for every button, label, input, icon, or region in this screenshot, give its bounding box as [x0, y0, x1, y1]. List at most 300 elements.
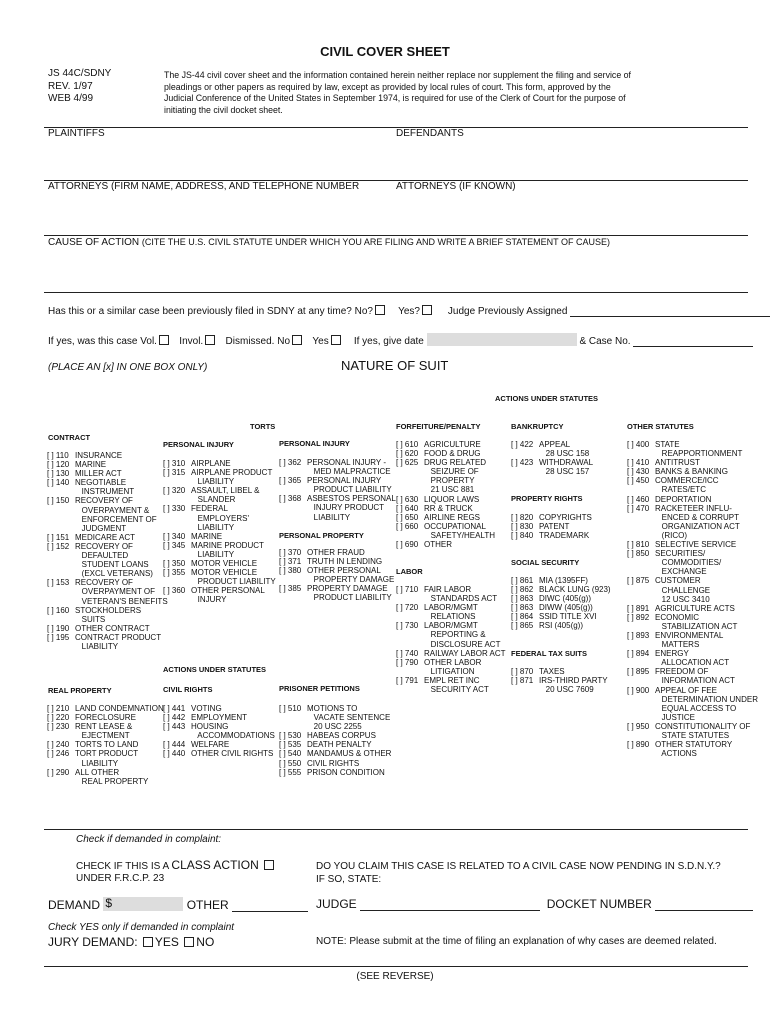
suit-label: OTHER STATUTORY ACTIONS: [655, 740, 733, 759]
personal-property-head: PERSONAL PROPERTY: [279, 531, 364, 540]
suit-label: TORTS TO LAND: [75, 740, 139, 750]
suit-option[interactable]: [279, 584, 394, 602]
suit-option[interactable]: [396, 649, 506, 658]
suit-option[interactable]: [279, 759, 391, 768]
real-property-list: [47, 704, 164, 786]
suit-code: [ ] 625: [396, 458, 419, 468]
real-property-head: REAL PROPERTY: [48, 686, 112, 695]
suit-code: [ ] 893: [627, 630, 650, 640]
suit-option[interactable]: [279, 768, 391, 777]
see-reverse: (SEE REVERSE): [356, 971, 434, 982]
suit-code: [ ] 790: [396, 657, 419, 667]
suit-code: [ ] 320: [163, 486, 186, 496]
suit-label: OTHER CONTRACT: [75, 623, 150, 633]
other-statutes-list: [627, 440, 758, 758]
suit-option[interactable]: [511, 612, 611, 621]
suit-code: [ ] 190: [47, 623, 70, 633]
suit-code: [ ] 400: [627, 440, 650, 449]
suit-option[interactable]: [396, 513, 495, 522]
suit-code: [ ] 892: [627, 612, 650, 622]
nature-of-suit-title: NATURE OF SUIT: [341, 358, 449, 373]
suit-label: TAXES: [539, 667, 565, 676]
date-field[interactable]: [427, 333, 577, 346]
suit-option[interactable]: [396, 440, 495, 449]
suit-label: TORT PRODUCT LIABILITY: [75, 749, 139, 768]
suit-option[interactable]: [47, 533, 168, 542]
suit-code: [ ] 862: [511, 585, 534, 595]
suit-label: AGRICULTURE: [424, 440, 481, 449]
place-x-instruction: (PLACE AN [x] IN ONE BOX ONLY): [48, 362, 208, 373]
suit-code: [ ] 371: [279, 557, 302, 567]
suit-label: DIWW (405(g)): [539, 603, 593, 613]
suit-option[interactable]: [396, 585, 506, 603]
suit-label: DEATH PENALTY: [307, 740, 372, 750]
suit-label: BANKS & BANKING: [655, 467, 728, 477]
suit-label: MOTOR VEHICLE: [191, 559, 258, 569]
suit-code: [ ] 810: [627, 540, 650, 550]
suit-label: FAIR LABOR STANDARDS ACT: [424, 585, 498, 604]
suit-label: LABOR/MGMT RELATIONS: [424, 603, 478, 622]
suit-label: MARINE: [191, 531, 223, 541]
judge-assigned-field[interactable]: [570, 306, 770, 317]
suit-code: [ ] 220: [47, 713, 70, 723]
suit-code: [ ] 530: [279, 731, 302, 741]
plaintiffs-label: PLAINTIFFS: [48, 128, 105, 139]
suit-label: OTHER PERSONAL PROPERTY DAMAGE: [307, 566, 395, 585]
intro-text: The JS-44 civil cover sheet and the information contained herein neither replace nor supplement the filing and service of pleadings or other papers as required by law, except as provided by local rules of court. This form, approved by the Judicial Conference of the United States in September 1974, is required for use of the Clerk of Court for the purpose of initiating the civil docket sheet.: [164, 70, 631, 115]
suit-option[interactable]: [163, 749, 275, 758]
suit-code: [ ] 380: [279, 566, 302, 576]
demand-row: DEMAND $ OTHER: [48, 897, 308, 912]
suit-option[interactable]: [627, 604, 758, 613]
bankruptcy-head: BANKRUPTCY: [511, 422, 564, 431]
attorneys-known-label: ATTORNEYS (IF KNOWN): [396, 181, 516, 192]
suit-code: [ ] 140: [47, 478, 70, 488]
suit-option[interactable]: [163, 486, 276, 504]
suit-label: AIRPLANE PRODUCT LIABILITY: [191, 468, 273, 487]
jury-no-checkbox[interactable]: [184, 937, 194, 947]
suit-label: WITHDRAWAL 28 USC 157: [539, 458, 594, 477]
suit-option[interactable]: [511, 621, 611, 630]
suit-label: PERSONAL INJURY - MED MALPRACTICE: [307, 458, 391, 477]
suit-code: [ ] 610: [396, 440, 419, 449]
suit-option[interactable]: [627, 549, 758, 576]
suit-code: [ ] 863: [511, 594, 534, 604]
suit-code: [ ] 423: [511, 458, 534, 468]
suit-label: CONSTITUTIONALITY OF STATE STATUTES: [655, 721, 751, 740]
suit-code: [ ] 540: [279, 749, 302, 759]
suit-option[interactable]: [627, 576, 758, 603]
suit-option[interactable]: [279, 731, 391, 740]
suit-option[interactable]: [163, 459, 276, 468]
suit-code: [ ] 630: [396, 494, 419, 504]
suit-option[interactable]: [47, 451, 168, 460]
suit-label: STOCKHOLDERS SUITS: [75, 605, 142, 624]
suit-code: [ ] 740: [396, 648, 419, 658]
suit-label: APPEAL OF FEE DETERMINATION UNDER EQUAL ACCESS TO JUSTICE: [655, 685, 758, 722]
suit-option[interactable]: [163, 504, 276, 531]
if-yes-row: If yes, was this case Vol. Invol. Dismissed. No Yes If yes, give date & Case No.: [48, 333, 753, 347]
suit-option[interactable]: [396, 458, 495, 494]
suit-option[interactable]: [627, 722, 758, 740]
suit-label: WELFARE: [191, 740, 230, 750]
suit-option[interactable]: [163, 586, 276, 604]
suit-code: [ ] 863: [511, 603, 534, 613]
suit-code: [ ] 555: [279, 767, 302, 777]
personal-injury-list-1: [163, 459, 276, 605]
suit-code: [ ] 690: [396, 540, 419, 550]
attorneys-field[interactable]: [48, 195, 383, 231]
labor-list: [396, 585, 506, 694]
suit-code: [ ] 152: [47, 541, 70, 551]
suit-label: HOUSING ACCOMMODATIONS: [191, 722, 275, 741]
suit-code: [ ] 894: [627, 649, 650, 659]
suit-code: [ ] 315: [163, 468, 186, 478]
suit-label: DIWC (405(g)): [539, 594, 592, 604]
suit-option[interactable]: [47, 633, 168, 651]
suit-label: ENERGY ALLOCATION ACT: [655, 649, 730, 668]
suit-option[interactable]: [627, 467, 758, 476]
defendants-label: DEFENDANTS: [396, 128, 464, 139]
suit-option[interactable]: [396, 621, 506, 648]
class-action-row: CHECK IF THIS IS A CLASS ACTION: [76, 858, 276, 872]
note-related: NOTE: Please submit at the time of filing an explanation of why cases are deemed related.: [316, 936, 717, 947]
frcp-label: UNDER F.R.C.P. 23: [76, 873, 165, 884]
suit-label: FORECLOSURE: [75, 713, 136, 723]
suit-option[interactable]: [47, 478, 168, 496]
suit-option[interactable]: [279, 476, 396, 494]
suit-code: [ ] 240: [47, 740, 70, 750]
suit-option[interactable]: [396, 658, 506, 676]
suit-option[interactable]: [279, 548, 394, 557]
suit-code: [ ] 900: [627, 685, 650, 695]
suit-option[interactable]: [163, 541, 276, 559]
actions-under-statutes-top: ACTIONS UNDER STATUTES: [495, 394, 599, 403]
suit-label: MARINE PRODUCT LIABILITY: [191, 540, 264, 559]
personal-injury-head-2: PERSONAL INJURY: [279, 439, 350, 448]
suit-label: PRISON CONDITION: [307, 767, 385, 777]
suit-code: [ ] 864: [511, 612, 534, 622]
suit-code: [ ] 385: [279, 584, 302, 594]
suit-code: [ ] 355: [163, 568, 186, 578]
divider: [44, 829, 748, 830]
other-field[interactable]: [232, 901, 308, 912]
suit-option[interactable]: [279, 458, 396, 476]
docket-number-field[interactable]: [655, 900, 753, 911]
suit-code: [ ] 153: [47, 578, 70, 588]
suit-label: RECOVERY OF OVERPAYMENT & ENFORCEMENT OF JUDGMENT: [75, 496, 157, 533]
divider: [44, 966, 748, 967]
suit-option[interactable]: [279, 557, 394, 566]
suit-code: [ ] 345: [163, 540, 186, 550]
suit-option[interactable]: [47, 542, 168, 578]
suit-option[interactable]: [163, 740, 275, 749]
suit-label: MARINE: [75, 460, 107, 470]
suit-code: [ ] 230: [47, 722, 70, 732]
suit-code: [ ] 470: [627, 503, 650, 513]
suit-code: [ ] 350: [163, 559, 186, 569]
suit-option[interactable]: [396, 603, 506, 621]
suit-code: [ ] 310: [163, 459, 186, 468]
suit-code: [ ] 151: [47, 532, 70, 542]
forfeiture-head: FORFEITURE/PENALTY: [396, 422, 481, 431]
if-so-state: IF SO, STATE:: [316, 874, 382, 885]
suit-option[interactable]: [163, 468, 276, 486]
suit-option[interactable]: [163, 532, 276, 541]
suit-label: MANDAMUS & OTHER: [307, 749, 392, 759]
suit-option[interactable]: [279, 704, 391, 731]
suit-label: MOTOR VEHICLE PRODUCT LIABILITY: [191, 568, 276, 587]
suit-option[interactable]: [163, 722, 275, 740]
suit-option[interactable]: [627, 440, 758, 458]
suit-label: COPYRIGHTS: [539, 513, 592, 522]
personal-injury-list-2: [279, 458, 396, 522]
suit-code: [ ] 340: [163, 531, 186, 541]
dismissed-yes-checkbox[interactable]: [331, 335, 341, 345]
suit-code: [ ] 365: [279, 476, 302, 486]
suit-option[interactable]: [511, 594, 611, 603]
suit-label: FREEDOM OF INFORMATION ACT: [655, 667, 735, 686]
suit-option[interactable]: [47, 624, 168, 633]
suit-option[interactable]: [47, 578, 168, 605]
suit-label: SECURITIES/ COMMODITIES/ EXCHANGE: [655, 549, 722, 577]
suit-code: [ ] 150: [47, 496, 70, 506]
suit-label: OTHER LABOR LITIGATION: [424, 657, 482, 676]
suit-label: RECOVERY OF DEFAULTED STUDENT LOANS (EXCL VETERANS): [75, 541, 153, 579]
suit-label: MIA (1395FF): [539, 576, 588, 585]
prisoner-head: PRISONER PETITIONS: [279, 684, 360, 693]
suit-label: EMPL RET INC SECURITY ACT: [424, 675, 489, 695]
suit-option[interactable]: [627, 649, 758, 667]
suit-code: [ ] 410: [627, 458, 650, 468]
suit-label: DRUG RELATED SEIZURE OF PROPERTY 21 USC 881: [424, 458, 487, 495]
suit-option[interactable]: [47, 460, 168, 469]
defendants-field[interactable]: [396, 142, 746, 176]
demand-amount-field[interactable]: $: [103, 897, 183, 911]
suit-label: PERSONAL INJURY PRODUCT LIABILITY: [307, 476, 392, 495]
suit-code: [ ] 950: [627, 721, 650, 731]
divider: [44, 235, 748, 236]
suit-label: TRADEMARK: [539, 531, 590, 541]
suit-label: SELECTIVE SERVICE: [655, 540, 737, 550]
suit-code: [ ] 890: [627, 740, 650, 750]
suit-label: VOTING: [191, 704, 222, 713]
property-rights-head: PROPERTY RIGHTS: [511, 494, 583, 503]
suit-code: [ ] 875: [627, 576, 650, 586]
suit-option[interactable]: [627, 476, 758, 494]
check-yes-note: Check YES only if demanded in complaint: [48, 922, 235, 933]
social-security-head: SOCIAL SECURITY: [511, 558, 580, 567]
suit-option[interactable]: [47, 606, 168, 624]
suit-label: RENT LEASE & EJECTMENT: [75, 722, 133, 741]
suit-option[interactable]: [47, 713, 164, 722]
suit-label: ASBESTOS PERSONAL INJURY PRODUCT LIABILITY: [307, 494, 396, 522]
suit-option[interactable]: [627, 631, 758, 649]
suit-option[interactable]: [511, 667, 608, 676]
suit-option[interactable]: [47, 704, 164, 713]
suit-option[interactable]: [47, 722, 164, 740]
suit-option[interactable]: [279, 740, 391, 749]
suit-option[interactable]: [511, 531, 592, 540]
suit-option[interactable]: [627, 504, 758, 540]
suit-option[interactable]: [511, 513, 592, 522]
suit-option[interactable]: [627, 667, 758, 685]
suit-label: LABOR/MGMT REPORTING & DISCLOSURE ACT: [424, 621, 501, 649]
cause-field[interactable]: [48, 252, 746, 288]
federal-tax-list: [511, 667, 608, 694]
suit-option[interactable]: [47, 469, 168, 478]
plaintiffs-field[interactable]: [48, 142, 383, 176]
attorneys-known-field[interactable]: [396, 195, 746, 231]
suit-label: LAND CONDEMNATION: [75, 704, 164, 713]
suit-label: CONTRACT PRODUCT LIABILITY: [75, 632, 162, 651]
suit-option[interactable]: [627, 740, 758, 758]
suit-code: [ ] 620: [396, 449, 419, 459]
previous-filed-row: Has this or a similar case been previously filed in SDNY at any time? No? Yes? Judge Previously Assigned: [48, 305, 770, 317]
suit-code: [ ] 510: [279, 704, 302, 713]
suit-label: AIRLINE REGS: [424, 512, 481, 522]
check-if-demanded: Check if demanded in complaint:: [76, 834, 222, 845]
suit-code: [ ] 160: [47, 605, 70, 615]
suit-option[interactable]: [47, 740, 164, 749]
suit-option[interactable]: [279, 566, 394, 584]
suit-code: [ ] 443: [163, 722, 186, 732]
suit-label: OTHER FRAUD: [307, 548, 365, 557]
suit-option[interactable]: [396, 522, 495, 540]
cause-of-action: CAUSE OF ACTION (CITE THE U.S. CIVIL STATUTE UNDER WHICH YOU ARE FILING AND WRITE A BRIEF STATEMENT OF CAUSE): [48, 237, 610, 248]
suit-code: [ ] 422: [511, 440, 534, 449]
suit-label: RAILWAY LABOR ACT: [424, 648, 506, 658]
suit-label: CUSTOMER CHALLENGE 12 USC 3410: [655, 576, 711, 604]
suit-option[interactable]: [511, 585, 611, 594]
suit-label: DEPORTATION: [655, 494, 712, 504]
divider: [44, 292, 748, 293]
no-checkbox[interactable]: [375, 305, 385, 315]
suit-label: MILLER ACT: [75, 469, 122, 479]
suit-label: RACKETEER INFLU- ENCED & CORRUPT ORGANIZATION ACT (RICO): [655, 503, 740, 540]
suit-label: PROPERTY DAMAGE PRODUCT LIABILITY: [307, 584, 392, 603]
suit-label: AIRPLANE: [191, 459, 231, 468]
torts-head: TORTS: [250, 422, 276, 431]
prisoner-list: [279, 704, 391, 777]
related-case-question: DO YOU CLAIM THIS CASE IS RELATED TO A CIVIL CASE NOW PENDING IN S.D.N.Y.?: [316, 861, 721, 872]
suit-option[interactable]: [627, 540, 758, 549]
form-title: CIVIL COVER SHEET: [320, 44, 450, 59]
dismissed-no-checkbox[interactable]: [292, 335, 302, 345]
bankruptcy-list: [511, 440, 593, 476]
suit-label: CIVIL RIGHTS: [307, 758, 360, 768]
suit-label: ECONOMIC STABILIZATION ACT: [655, 612, 738, 631]
suit-code: [ ] 460: [627, 494, 650, 504]
jury-yes-checkbox[interactable]: [143, 937, 153, 947]
suit-option[interactable]: [47, 496, 168, 532]
suit-option[interactable]: [511, 603, 611, 612]
suit-label: TRUTH IN LENDING: [307, 557, 383, 567]
suit-code: [ ] 660: [396, 521, 419, 531]
suit-option[interactable]: [163, 704, 275, 713]
suit-option[interactable]: [163, 713, 275, 722]
suit-option[interactable]: [627, 686, 758, 722]
form-id: JS 44C/SDNY REV. 1/97 WEB 4/99: [48, 68, 112, 104]
jury-demand-row: JURY DEMAND: YES NO: [48, 935, 215, 949]
class-action-checkbox[interactable]: [264, 860, 274, 870]
suit-code: [ ] 861: [511, 576, 534, 585]
invol-checkbox[interactable]: [205, 335, 215, 345]
suit-label: OTHER PERSONAL INJURY: [191, 586, 265, 605]
suit-option[interactable]: [511, 440, 593, 458]
suit-option[interactable]: [163, 568, 276, 586]
suit-option[interactable]: [279, 494, 396, 521]
yes-checkbox[interactable]: [422, 305, 432, 315]
suit-label: ALL OTHER REAL PROPERTY: [75, 767, 149, 786]
suit-option[interactable]: [396, 676, 506, 694]
suit-option[interactable]: [511, 676, 608, 694]
labor-head: LABOR: [396, 567, 423, 576]
suit-label: MOTIONS TO VACATE SENTENCE 20 USC 2255: [307, 704, 391, 732]
suit-code: [ ] 362: [279, 458, 302, 467]
suit-option[interactable]: [627, 495, 758, 504]
suit-label: ASSAULT, LIBEL & SLANDER: [191, 486, 260, 505]
vol-checkbox[interactable]: [159, 335, 169, 345]
suit-label: LIQUOR LAWS: [424, 494, 480, 504]
suit-code: [ ] 210: [47, 704, 70, 713]
suit-code: [ ] 370: [279, 548, 302, 557]
suit-label: SSID TITLE XVI: [539, 612, 597, 622]
suit-option[interactable]: [511, 522, 592, 531]
case-no-field[interactable]: [633, 336, 753, 347]
suit-option[interactable]: [396, 495, 495, 504]
suit-option[interactable]: [511, 458, 593, 476]
suit-label: INSURANCE: [75, 451, 123, 460]
suit-option[interactable]: [396, 540, 495, 549]
suit-option[interactable]: [511, 576, 611, 585]
suit-code: [ ] 246: [47, 749, 70, 759]
suit-option[interactable]: [396, 449, 495, 458]
suit-option[interactable]: [163, 559, 276, 568]
suit-option[interactable]: [47, 768, 164, 786]
suit-code: [ ] 871: [511, 676, 534, 686]
civil-rights-list: [163, 704, 275, 759]
suit-code: [ ] 650: [396, 512, 419, 522]
social-security-list: [511, 576, 611, 631]
suit-option[interactable]: [396, 504, 495, 513]
suit-code: [ ] 535: [279, 740, 302, 750]
suit-code: [ ] 640: [396, 503, 419, 513]
suit-code: [ ] 120: [47, 460, 70, 470]
judge-field[interactable]: [360, 900, 540, 911]
suit-code: [ ] 891: [627, 603, 650, 613]
suit-label: NEGOTIABLE INSTRUMENT: [75, 478, 135, 497]
suit-option[interactable]: [47, 749, 164, 767]
suit-code: [ ] 450: [627, 476, 650, 486]
suit-code: [ ] 870: [511, 667, 534, 676]
forfeiture-list: [396, 440, 495, 549]
suit-label: STATE REAPPORTIONMENT: [655, 440, 743, 459]
judge-docket-row: JUDGE DOCKET NUMBER: [316, 897, 753, 911]
suit-label: EMPLOYMENT: [191, 713, 248, 723]
suit-option[interactable]: [627, 613, 758, 631]
personal-property-list: [279, 548, 394, 603]
suit-label: OTHER: [424, 540, 452, 550]
suit-option[interactable]: [627, 458, 758, 467]
suit-label: FOOD & DRUG: [424, 449, 481, 459]
suit-code: [ ] 368: [279, 494, 302, 504]
suit-code: [ ] 110: [47, 451, 69, 460]
suit-label: AGRICULTURE ACTS: [655, 603, 735, 613]
suit-option[interactable]: [279, 749, 391, 758]
suit-code: [ ] 865: [511, 621, 534, 631]
suit-label: COMMERCE/ICC RATES/ETC: [655, 476, 719, 495]
